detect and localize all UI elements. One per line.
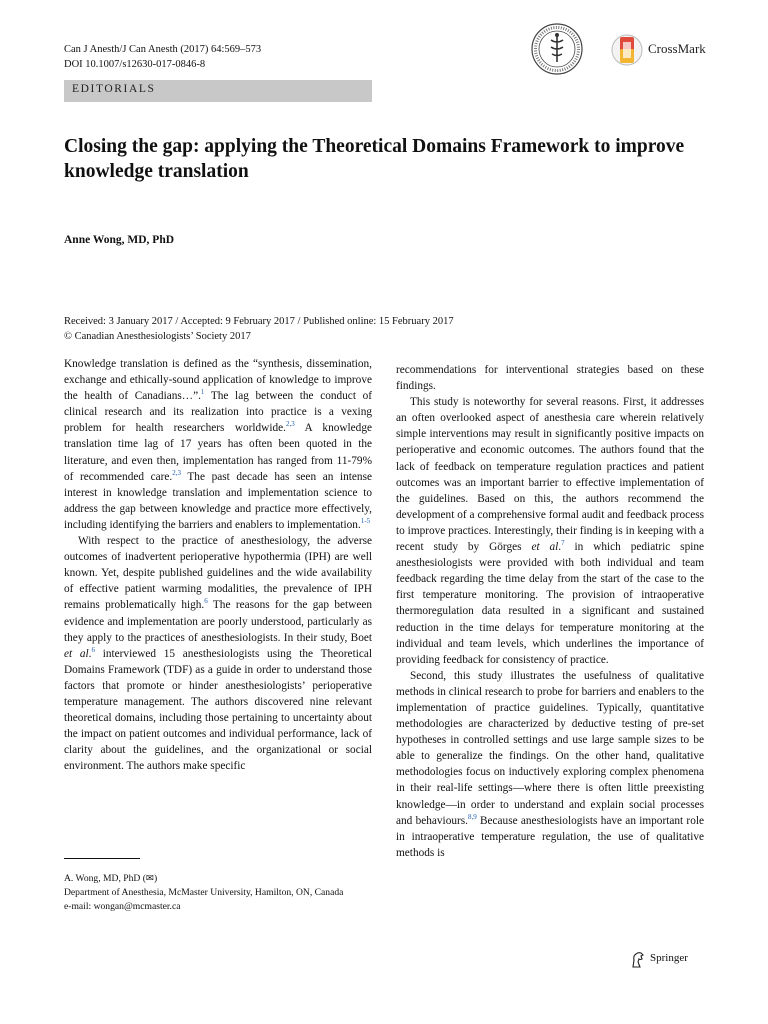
journal-reference: Can J Anesth/J Can Anesth (2017) 64:569–573	[64, 44, 262, 55]
email-link[interactable]: e-mail: wongan@mcmaster.ca	[64, 901, 181, 913]
reference-link[interactable]: 6	[204, 597, 208, 606]
crossmark-icon	[610, 30, 644, 70]
body-right-column	[396, 362, 704, 861]
springer-horse-icon	[630, 951, 646, 969]
footnote-divider	[64, 858, 140, 859]
section-band	[64, 80, 372, 102]
corresponding-author: A. Wong, MD, PhD (✉)	[64, 873, 158, 884]
journal-citation	[64, 42, 261, 72]
reference-link[interactable]: 2,3	[285, 420, 295, 429]
paragraph: With respect to the practice of anesthesiology, the adverse outcomes of inadvertent perioperative hypothermia (IPH) are well known. Yet, despite published guidelines and the wide availability of effective patient warming modalities, the prevalence of IPH remains problematically high.$^6$ The reasons for the gap between evidence and implementation are poorly understood, particularly as they apply to the practices of anesthesiologists. In their study, Boet et al.$^6$ interviewed 15 anesthesiologists using the Theoretical Domains Framework (TDF) as a guide in order to understand those factors that promote or hinder anesthesiologists’ perioperative temperature management. The authors discovered nine relevant theoretical domains, including those pertaining to uncertainty about the impact on patient outcomes and individual performance, lack of clarity about the guidelines, and the organizational or social environment. The authors make specific	[64, 535, 373, 773]
paragraph: Second, this study illustrates the usefulness of qualitative methods in clinical research to probe for barriers and enablers to the implementation of practice guidelines. Typically, quantitative methodologies are characterized by deductive testing of pre-set hypotheses in controlled settings and use large sample sizes to be able to generalize the findings. On the other hand, qualitative methodologies focus on inductively exploring complex phenomena in their real-life settings—where there is often little preexisting knowledge—in order to understand and explain social processes and behaviours.$^{8,9}$ Because anesthesiologists have an important role in intraoperative temperature regulation, the use of qualitative methods is	[396, 669, 704, 859]
reference-link[interactable]: 7	[561, 539, 565, 548]
reference-link[interactable]: 1	[200, 388, 205, 397]
crossmark-badge[interactable]	[610, 30, 720, 70]
body-left-column	[64, 356, 372, 774]
section-label: EDITORIALS	[72, 83, 156, 95]
doi-link[interactable]: DOI 10.1007/s12630-017-0846-8	[64, 59, 206, 70]
paragraph: recommendations for interventional strategies based on these findings.	[396, 364, 704, 393]
publication-dates: Received: 3 January 2017 / Accepted: 9 February 2017 / Published online: 15 February 2017	[64, 316, 454, 327]
reference-link[interactable]: 6	[91, 645, 95, 654]
publisher-name: Springer	[650, 952, 688, 964]
copyright-line: © Canadian Anesthesiologists’ Society 2017	[64, 331, 251, 342]
society-seal-icon	[530, 22, 584, 76]
publisher-logo	[630, 951, 710, 969]
author-affiliation	[64, 872, 372, 915]
article-title: Closing the gap: applying the Theoretical Domains Framework to improve knowledge translation	[64, 136, 685, 182]
paragraph: Knowledge translation is defined as the “synthesis, dissemination, exchange and ethically-sound application of knowledge to improve the health of Canadians…”.$^1$ The lag between the conduct of clinical research and its realization into practice is a vexing problem for health researchers worldwide.$^{2,3}$ A knowledge translation time lag of 17 years has often been quoted in the literature, and even then, implementation has ranged from 11-79% of recommended care.$^{2,3}$ The past decade has seen an intense interest in knowledge translation and implementation science to address the gap between knowledge and practice more effectively, including identifying the barriers and enablers to implementation.$^{1-5}$	[64, 358, 373, 531]
article-author: Anne Wong, MD, PhD	[64, 234, 175, 246]
reference-link[interactable]: 2,3	[172, 468, 181, 477]
article-dates	[64, 314, 704, 344]
crossmark-label: CrossMark	[648, 41, 706, 56]
reference-link[interactable]: 1-5	[360, 517, 371, 526]
reference-link[interactable]: 8,9	[467, 812, 477, 821]
department: Department of Anesthesia, McMaster University, Hamilton, ON, Canada	[64, 887, 344, 899]
paragraph: This study is noteworthy for several reasons. First, it addresses an often overlooked aspect of anesthesia care wherein relatively simple interventions may result in significantly positive impacts on perioperative and economic outcomes. The authors found that the lack of feedback on temperature regulation practices and patient outcomes was an important barrier to effective implementation of the guidelines. Based on this, the authors recommend the development of a comprehensive formal audit and feedback process to improve practices. Interestingly, their finding is in keeping with a recent study by Görges et al.$^7$ in which pediatric spine anesthesiologists were provided with both individual and team feedback regarding the time delay from the start of the case to the first temperature monitoring. The provision of intraoperative thermoregulation data resulted in a significant and sustained reduction in the time delays for temperature monitoring at the individual and team levels, which underlines the importance of providing feedback for consistency of practice.	[396, 396, 705, 666]
